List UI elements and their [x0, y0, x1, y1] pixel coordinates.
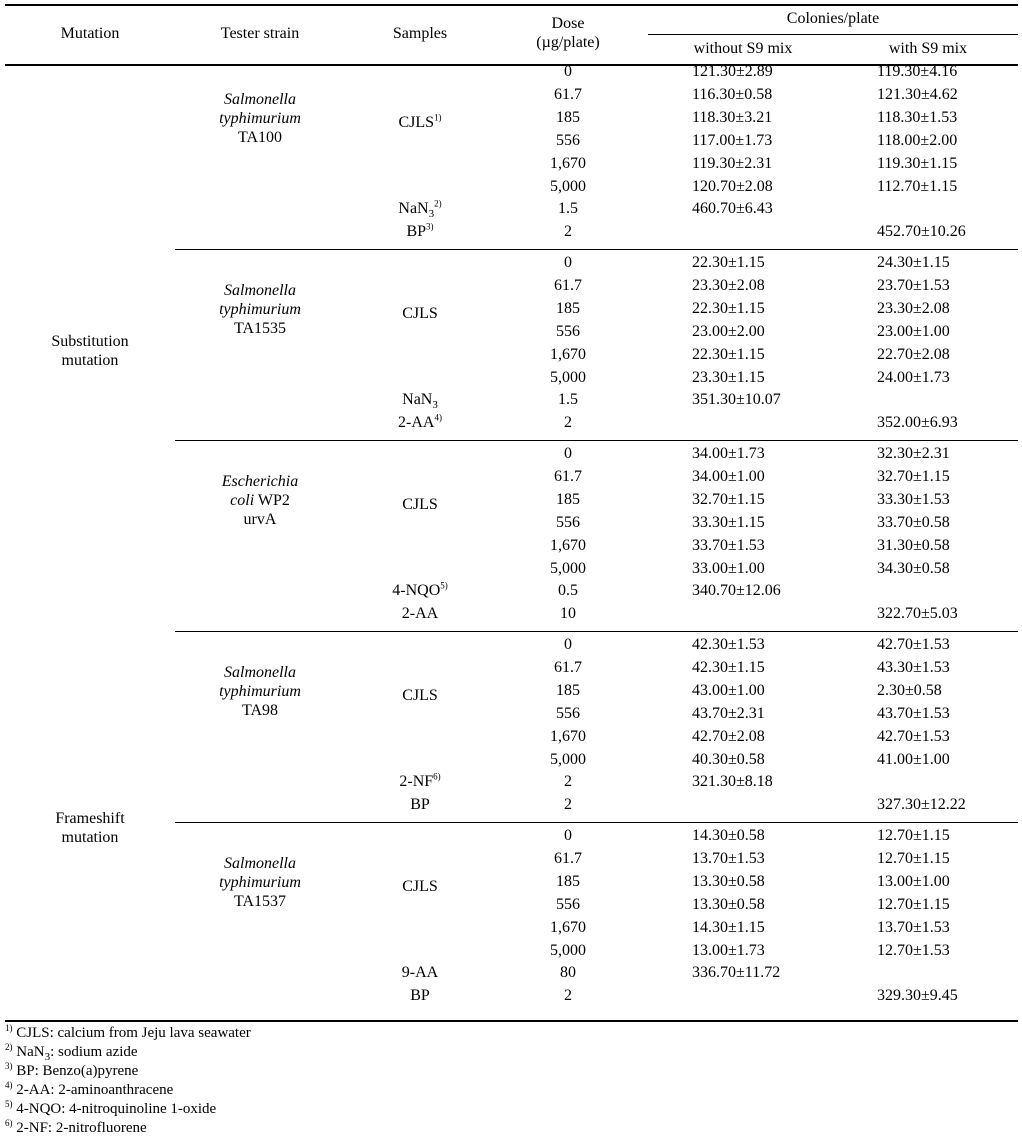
with-s9-cell: 32.30±2.31	[877, 445, 950, 462]
with-s9-cell: 31.30±0.58	[877, 536, 950, 554]
with-s9-cell: 329.30±9.45	[877, 987, 958, 1005]
dose-cell: 61.7	[554, 658, 582, 676]
sample-control: BP	[410, 987, 430, 1005]
mutation-substitution: Substitution	[51, 333, 129, 350]
dose-cell: 61.7	[554, 849, 582, 867]
dose-cell: 1,670	[550, 154, 586, 172]
without-s9-cell: 121.30±2.89	[692, 63, 773, 80]
dose-cell: 5,000	[550, 750, 586, 768]
colonies-subrule	[648, 34, 1018, 35]
without-s9-cell: 34.00±1.00	[692, 467, 765, 485]
dose-cell: 185	[556, 681, 580, 699]
dose-cell: 0	[564, 827, 572, 844]
without-s9-cell: 13.30±0.58	[692, 872, 765, 890]
without-s9-cell: 118.30±3.21	[692, 108, 773, 126]
with-s9-cell: 352.00±6.93	[877, 414, 958, 432]
without-s9-cell: 23.30±2.08	[692, 276, 765, 294]
sample-control: NaN$_3^{2)}$	[398, 199, 442, 221]
with-s9-cell: 12.70±1.15	[877, 895, 950, 913]
dose-cell: 61.7	[554, 276, 582, 294]
header-with-s9: with S9 mix	[888, 40, 968, 57]
without-s9-cell: 22.30±1.15	[692, 254, 765, 271]
with-s9-cell: 322.70±5.03	[877, 605, 958, 623]
dose-cell: 80	[560, 964, 576, 982]
dose-cell: 185	[556, 299, 580, 317]
without-s9-cell: 120.70±2.08	[692, 177, 773, 195]
without-s9-cell: 321.30±8.18	[692, 773, 773, 791]
sample-cjls: CJLS	[402, 496, 438, 514]
tester-strain-line: Escherichia	[221, 473, 299, 491]
without-s9-cell: 43.00±1.00	[692, 681, 765, 699]
without-s9-cell: 33.70±1.53	[692, 536, 765, 554]
header-dose: Dose	[551, 15, 585, 32]
with-s9-cell: 43.30±1.53	[877, 658, 950, 676]
without-s9-cell: 33.00±1.00	[692, 559, 765, 577]
footnote: $^{5)}$ 4-NQO: 4-nitroquinoline 1-oxide	[5, 1099, 217, 1117]
header-dose-unit: (µg/plate)	[536, 34, 600, 51]
sample-control: BP$^{3)}$	[406, 221, 434, 241]
sample-cjls: CJLS	[402, 305, 438, 323]
without-s9-cell: 23.30±1.15	[692, 368, 765, 386]
group-divider	[175, 440, 1018, 441]
without-s9-cell: 23.00±2.00	[692, 322, 765, 340]
with-s9-cell: 2.30±0.58	[877, 681, 942, 699]
with-s9-cell: 32.70±1.15	[877, 467, 950, 485]
dose-cell: 5,000	[550, 368, 586, 386]
dose-cell: 1,670	[550, 536, 586, 554]
tester-strain-line: TA100	[237, 129, 283, 147]
with-s9-cell: 41.00±1.00	[877, 750, 950, 768]
tester-strain-line: TA1535	[233, 320, 287, 338]
with-s9-cell: 24.30±1.15	[877, 254, 950, 271]
with-s9-cell: 24.00±1.73	[877, 368, 950, 386]
tester-strain-line: Salmonella	[224, 91, 296, 109]
sample-cjls: CJLS$^{1)}$	[398, 112, 442, 132]
without-s9-cell: 14.30±0.58	[692, 827, 765, 844]
tester-strain-line: coli WP2	[230, 492, 290, 510]
without-s9-cell: 117.00±1.73	[692, 131, 773, 149]
dose-cell: 1,670	[550, 345, 586, 363]
tester-strain-line: Salmonella	[224, 855, 296, 873]
dose-cell: 2	[564, 773, 572, 791]
with-s9-cell: 121.30±4.62	[877, 85, 958, 103]
tester-strain-line: Salmonella	[224, 282, 296, 300]
footnote: $^{6)}$ 2-NF: 2-nitrofluorene	[5, 1118, 147, 1136]
with-s9-cell: 12.70±1.15	[877, 827, 950, 844]
header-colonies: Colonies/plate	[786, 10, 880, 27]
dose-cell: 556	[556, 513, 580, 531]
without-s9-cell: 13.00±1.73	[692, 941, 765, 959]
dose-cell: 0	[564, 63, 572, 80]
dose-cell: 185	[556, 490, 580, 508]
tester-strain-line: TA1537	[233, 893, 287, 911]
with-s9-cell: 13.00±1.00	[877, 872, 950, 890]
without-s9-cell: 13.70±1.53	[692, 849, 765, 867]
with-s9-cell: 23.30±2.08	[877, 299, 950, 317]
without-s9-cell: 40.30±0.58	[692, 750, 765, 768]
with-s9-cell: 42.70±1.53	[877, 727, 950, 745]
dose-cell: 0	[564, 636, 572, 653]
tester-strain-line: typhimurium	[219, 683, 301, 701]
footnote: $^{3)}$ BP: Benzo(a)pyrene	[5, 1061, 139, 1079]
without-s9-cell: 22.30±1.15	[692, 299, 765, 317]
tester-strain-line: urvA	[243, 511, 277, 529]
without-s9-cell: 460.70±6.43	[692, 200, 773, 218]
mutation-frameshift: Frameshift	[55, 810, 125, 827]
without-s9-cell: 32.70±1.15	[692, 490, 765, 508]
without-s9-cell: 42.30±1.15	[692, 658, 765, 676]
dose-cell: 5,000	[550, 177, 586, 195]
footnote: $^{1)}$ CJLS: calcium from Jeju lava seawater	[5, 1023, 251, 1041]
dose-cell: 61.7	[554, 467, 582, 485]
dose-cell: 185	[556, 108, 580, 126]
dose-cell: 0.5	[558, 582, 578, 600]
dose-cell: 556	[556, 322, 580, 340]
with-s9-cell: 23.00±1.00	[877, 322, 950, 340]
dose-cell: 2	[564, 223, 572, 241]
dose-cell: 1,670	[550, 727, 586, 745]
with-s9-cell: 119.30±4.16	[877, 63, 958, 80]
with-s9-cell: 12.70±1.15	[877, 849, 950, 867]
dose-cell: 5,000	[550, 941, 586, 959]
sample-control: 9-AA	[401, 964, 439, 982]
sample-cjls: CJLS	[402, 687, 438, 705]
dose-cell: 61.7	[554, 85, 582, 103]
dose-cell: 556	[556, 131, 580, 149]
tester-strain-line: typhimurium	[219, 301, 301, 319]
group-divider	[175, 822, 1018, 823]
tester-strain-line: TA98	[241, 702, 279, 720]
without-s9-cell: 42.70±2.08	[692, 727, 765, 745]
sample-control: BP	[410, 796, 430, 814]
with-s9-cell: 12.70±1.53	[877, 941, 950, 959]
without-s9-cell: 33.30±1.15	[692, 513, 765, 531]
tester-strain-line: typhimurium	[219, 110, 301, 128]
without-s9-cell: 22.30±1.15	[692, 345, 765, 363]
mutation-frameshift-2: mutation	[61, 829, 119, 846]
tester-strain-line: typhimurium	[219, 874, 301, 892]
with-s9-cell: 42.70±1.53	[877, 636, 950, 653]
with-s9-cell: 13.70±1.53	[877, 918, 950, 936]
without-s9-cell: 351.30±10.07	[692, 391, 781, 409]
dose-cell: 2	[564, 414, 572, 432]
sample-control: 2-AA	[401, 605, 439, 623]
top-rule	[5, 4, 1018, 6]
sample-control: NaN$_3$	[402, 391, 438, 412]
with-s9-cell: 23.70±1.53	[877, 276, 950, 294]
without-s9-cell: 340.70±12.06	[692, 582, 781, 600]
dose-cell: 10	[560, 605, 576, 623]
with-s9-cell: 118.30±1.53	[877, 108, 958, 126]
with-s9-cell: 33.70±0.58	[877, 513, 950, 531]
without-s9-cell: 43.70±2.31	[692, 704, 765, 722]
footnote: $^{4)}$ 2-AA: 2-aminoanthracene	[5, 1080, 174, 1098]
without-s9-cell: 336.70±11.72	[692, 964, 781, 982]
dose-cell: 1,670	[550, 918, 586, 936]
with-s9-cell: 33.30±1.53	[877, 490, 950, 508]
with-s9-cell: 43.70±1.53	[877, 704, 950, 722]
group-divider	[175, 249, 1018, 250]
group-divider	[175, 631, 1018, 632]
without-s9-cell: 14.30±1.15	[692, 918, 765, 936]
dose-cell: 2	[564, 987, 572, 1005]
header-without-s9: without S9 mix	[693, 40, 793, 57]
dose-cell: 0	[564, 254, 572, 271]
sample-control: 2-AA$^{4)}$	[398, 412, 442, 432]
header-mutation: Mutation	[60, 25, 120, 42]
with-s9-cell: 118.00±2.00	[877, 131, 958, 149]
dose-cell: 2	[564, 796, 572, 814]
dose-cell: 1.5	[558, 200, 578, 218]
dose-cell: 0	[564, 445, 572, 462]
header-samples: Samples	[392, 25, 448, 42]
with-s9-cell: 22.70±2.08	[877, 345, 950, 363]
footnote: $^{2)}$ NaN$_3$: sodium azide	[5, 1042, 138, 1063]
without-s9-cell: 116.30±0.58	[692, 85, 773, 103]
dose-cell: 556	[556, 895, 580, 913]
dose-cell: 556	[556, 704, 580, 722]
without-s9-cell: 42.30±1.53	[692, 636, 765, 653]
bottom-rule	[5, 1020, 1018, 1022]
mutation-substitution-2: mutation	[61, 352, 119, 369]
without-s9-cell: 119.30±2.31	[692, 154, 773, 172]
sample-cjls: CJLS	[402, 878, 438, 896]
dose-cell: 5,000	[550, 559, 586, 577]
dose-cell: 1.5	[558, 391, 578, 409]
tester-strain-line: Salmonella	[224, 664, 296, 682]
with-s9-cell: 34.30±0.58	[877, 559, 950, 577]
dose-cell: 185	[556, 872, 580, 890]
with-s9-cell: 112.70±1.15	[877, 177, 958, 195]
with-s9-cell: 327.30±12.22	[877, 796, 966, 814]
without-s9-cell: 13.30±0.58	[692, 895, 765, 913]
without-s9-cell: 34.00±1.73	[692, 445, 765, 462]
header-tester-strain: Tester strain	[220, 25, 300, 42]
with-s9-cell: 452.70±10.26	[877, 223, 966, 241]
sample-control: 2-NF$^{6)}$	[399, 772, 441, 791]
sample-control: 4-NQO$^{5)}$	[392, 581, 448, 600]
with-s9-cell: 119.30±1.15	[877, 154, 958, 172]
